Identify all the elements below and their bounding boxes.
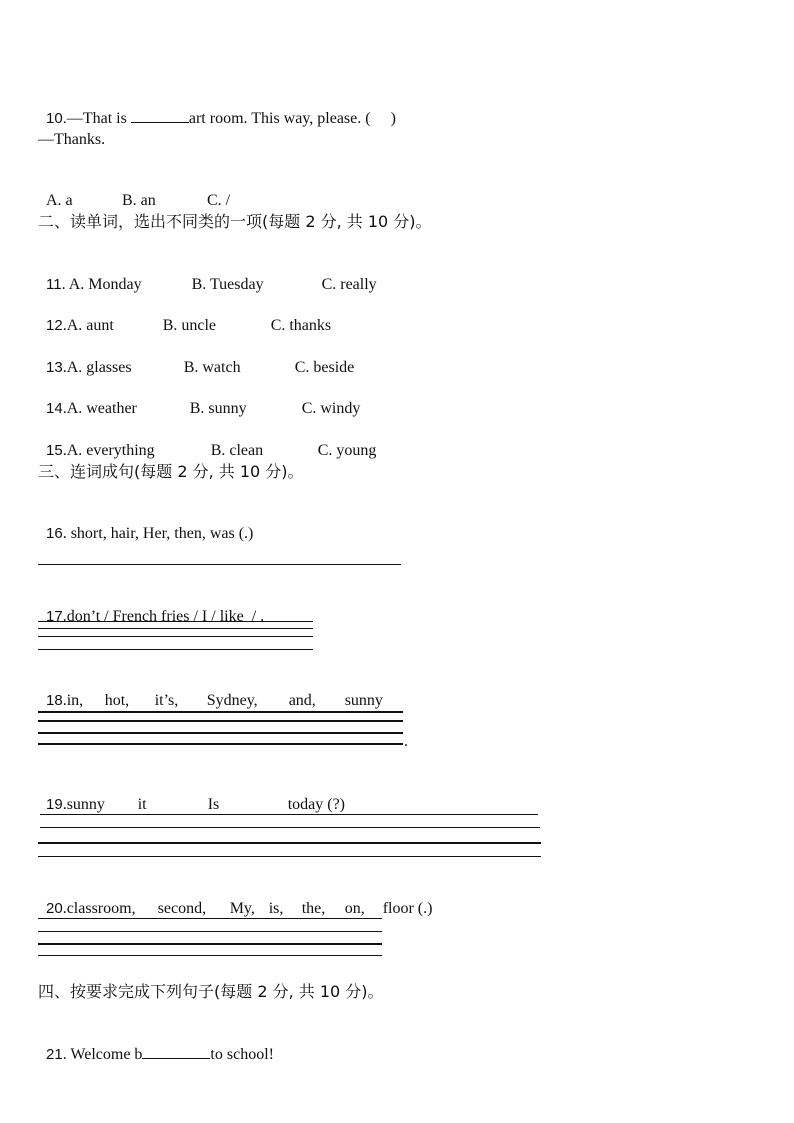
word: sunny — [344, 692, 383, 709]
question-number: 17 — [46, 608, 63, 625]
q21-prefix: . Welcome b — [62, 1046, 143, 1063]
q20-line — [38, 879, 432, 919]
option-a[interactable]: A. a — [46, 192, 73, 209]
word: second, — [157, 900, 207, 917]
option-a[interactable]: .A. everything — [62, 442, 155, 459]
option-c[interactable]: C. / — [207, 192, 231, 209]
option-b[interactable]: B. Tuesday — [191, 276, 264, 293]
question-number: 13 — [46, 359, 63, 376]
answer-line[interactable] — [38, 743, 403, 745]
q19-line — [38, 775, 345, 815]
answer-line[interactable] — [40, 827, 540, 828]
q18-line — [38, 671, 383, 711]
question-number: 10. — [46, 110, 67, 127]
word: floor (.) — [382, 900, 433, 917]
answer-line[interactable] — [38, 955, 382, 956]
question-number: 16 — [46, 525, 63, 542]
answer-line[interactable] — [38, 636, 313, 637]
question-number: 18 — [46, 692, 63, 709]
option-a[interactable]: .A. aunt — [62, 317, 114, 334]
word: it — [137, 796, 147, 813]
q16-words: . short, hair, Her, then, was (.) — [62, 525, 254, 542]
section-heading: 二、读单词，选出不同类的一项(每题 2 分, 共 10 分)。 — [38, 212, 432, 231]
option-c[interactable]: C. thanks — [270, 317, 332, 334]
word: the, — [301, 900, 326, 917]
q21-line — [38, 1024, 274, 1065]
word: Is — [207, 796, 220, 813]
answer-line[interactable] — [38, 564, 401, 565]
answer-line[interactable] — [40, 814, 538, 815]
q14-line — [38, 379, 360, 419]
word: it’s, — [154, 692, 179, 709]
answer-line[interactable] — [38, 711, 403, 713]
answer-line[interactable] — [38, 918, 382, 919]
q10-line — [38, 88, 396, 129]
answer-line[interactable] — [38, 856, 541, 857]
answer-line[interactable] — [38, 720, 403, 722]
question-number: 20 — [46, 900, 63, 917]
word: .classroom, — [62, 900, 136, 917]
question-number: 12 — [46, 317, 63, 334]
question-number: 19 — [46, 796, 63, 813]
q17-words: .don’t / French fries / I / like / . — [62, 608, 265, 625]
question-number: 14 — [46, 400, 63, 417]
answer-line[interactable] — [38, 931, 382, 932]
option-c[interactable]: C. windy — [301, 400, 361, 417]
answer-blank[interactable] — [142, 1044, 210, 1059]
word: .sunny — [62, 796, 105, 813]
q21-suffix: to school! — [210, 1046, 274, 1063]
word: is, — [268, 900, 284, 917]
q12-line — [38, 296, 331, 336]
answer-line[interactable] — [38, 732, 403, 734]
question-number: 11 — [46, 276, 62, 293]
q13-line — [38, 338, 354, 378]
option-c[interactable]: C. young — [317, 442, 377, 459]
answer-line[interactable] — [38, 649, 313, 650]
word: on, — [344, 900, 365, 917]
option-a[interactable]: . A. Monday — [61, 276, 142, 293]
word: .in, — [62, 692, 84, 709]
option-c[interactable]: C. really — [321, 276, 377, 293]
answer-line[interactable] — [38, 621, 313, 622]
word: today (?) — [287, 796, 345, 813]
option-a[interactable]: .A. weather — [62, 400, 137, 417]
question-number: 21 — [46, 1046, 63, 1063]
option-b[interactable]: B. sunny — [189, 400, 247, 417]
answer-line[interactable] — [38, 943, 382, 945]
q10-suffix: art room. This way, please. ( ) — [188, 110, 396, 127]
word: Sydney, — [206, 692, 258, 709]
word: hot, — [104, 692, 130, 709]
answer-blank[interactable] — [131, 108, 189, 123]
question-number: 15 — [46, 442, 63, 459]
section-heading: 四、按要求完成下列句子(每题 2 分, 共 10 分)。 — [38, 982, 384, 1001]
q16-line — [38, 504, 253, 544]
q15-line — [38, 421, 376, 461]
q10-reply: —Thanks. — [38, 131, 106, 148]
word: and, — [288, 692, 316, 709]
word: My, — [229, 900, 255, 917]
q11-line — [38, 255, 377, 295]
period-mark: . — [404, 733, 408, 750]
option-b[interactable]: B. uncle — [162, 317, 217, 334]
section-heading: 三、连词成句(每题 2 分, 共 10 分)。 — [38, 462, 304, 481]
option-c[interactable]: C. beside — [294, 359, 355, 376]
option-a[interactable]: .A. glasses — [62, 359, 132, 376]
q10-prefix: —That is — [66, 110, 131, 127]
answer-line[interactable] — [38, 842, 541, 844]
answer-line[interactable] — [38, 628, 313, 629]
option-b[interactable]: B. watch — [183, 359, 241, 376]
q10-options — [38, 171, 230, 211]
option-b[interactable]: B. an — [122, 192, 156, 209]
option-b[interactable]: B. clean — [210, 442, 264, 459]
